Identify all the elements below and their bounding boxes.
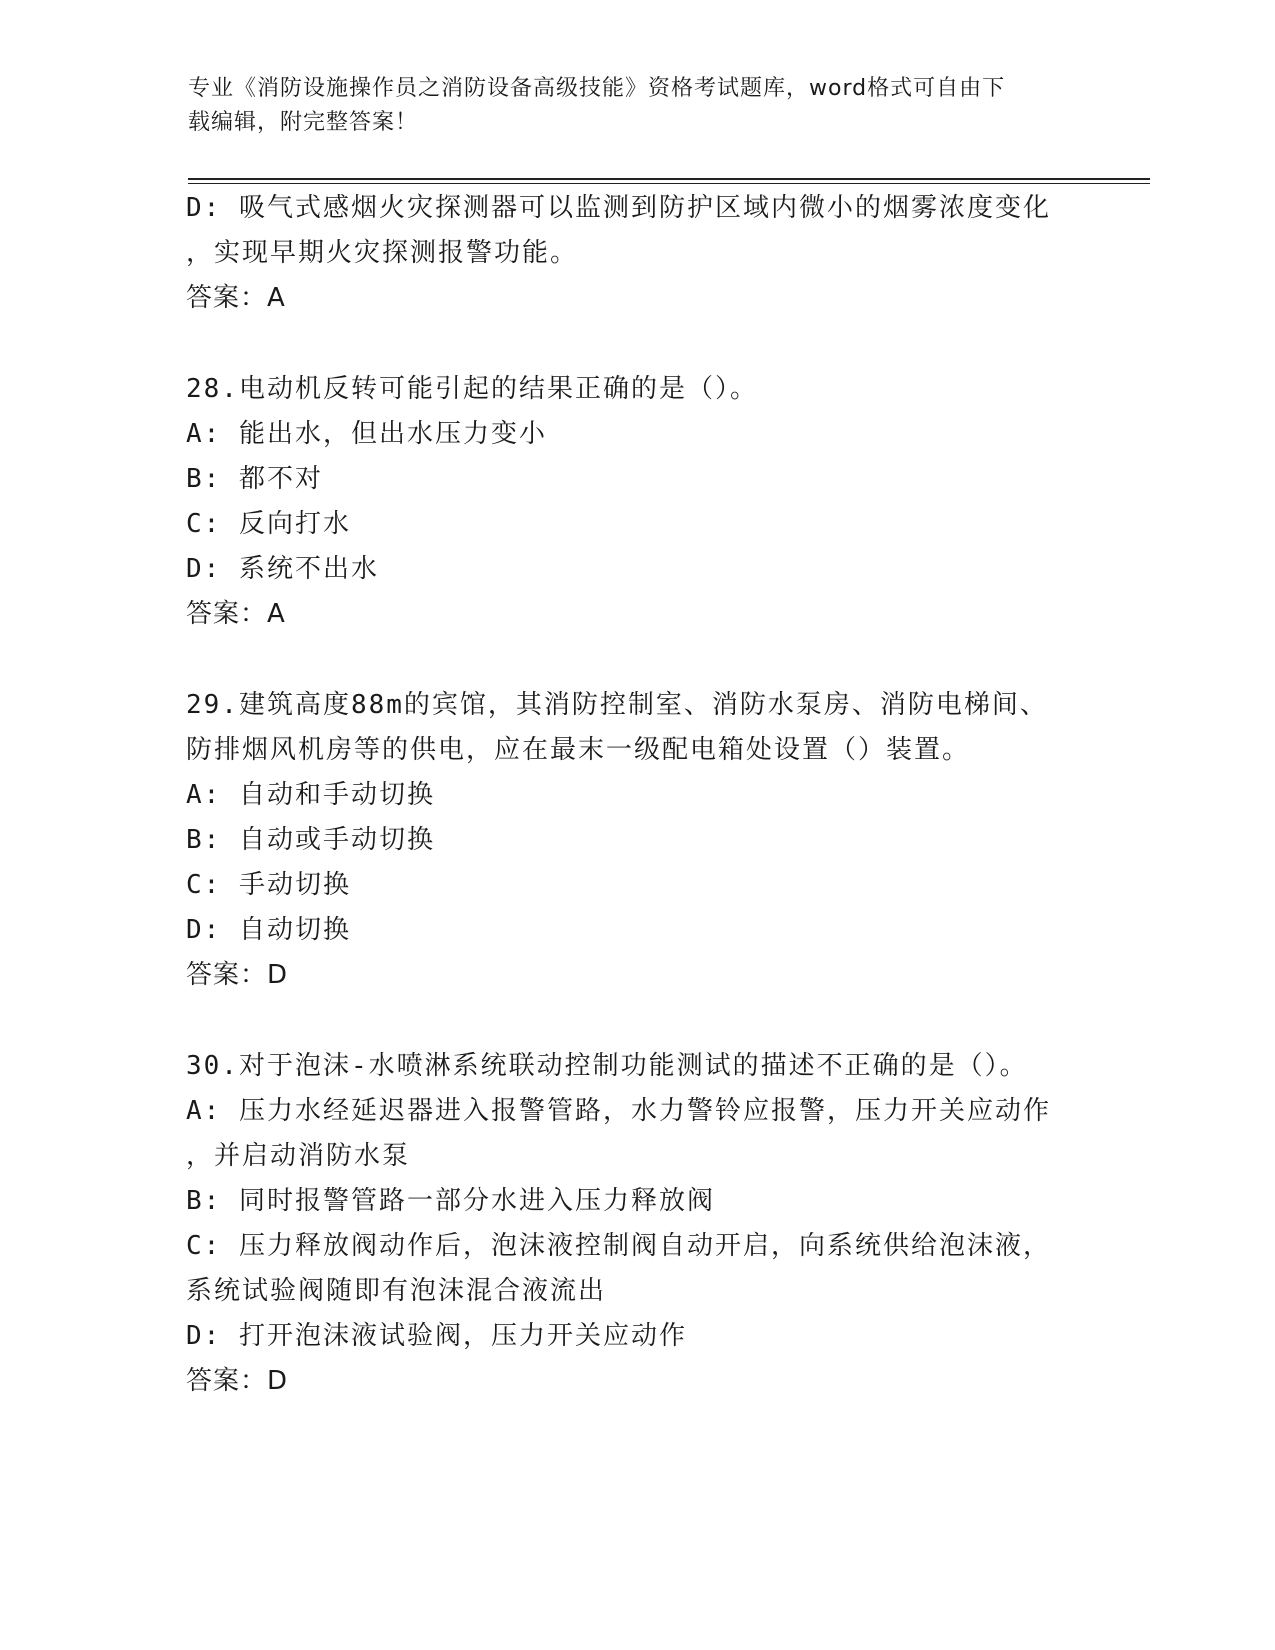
spacer [186, 637, 1086, 683]
answer-line: 答案：A [186, 599, 286, 629]
option-d: D: 打开泡沫液试验阀，压力开关应动作 [186, 1321, 687, 1351]
header-rule-thin [188, 183, 1150, 184]
header-line-1: 专业《消防设施操作员之消防设备高级技能》资格考试题库，word格式可自由下 [188, 76, 1006, 101]
option-d-line: D: 吸气式感烟火灾探测器可以监测到防护区域内微小的烟雾浓度变化 [186, 193, 1051, 223]
question-stem: 30.对于泡沫-水喷淋系统联动控制功能测试的描述不正确的是（）。 [186, 1051, 1028, 1081]
question-29 [186, 683, 1086, 998]
spacer [186, 998, 1086, 1044]
question-stem: 29.建筑高度88m的宾馆，其消防控制室、消防水泵房、消防电梯间、 [186, 690, 1048, 720]
option-c-continued: 系统试验阀随即有泡沫混合液流出 [186, 1276, 607, 1306]
continued-question [186, 186, 1086, 321]
option-b: B: 自动或手动切换 [186, 825, 435, 855]
question-28 [186, 367, 1086, 637]
option-d-line: ，实现早期火灾探测报警功能。 [186, 238, 579, 268]
question-stem-continued: 防排烟风机房等的供电，应在最末一级配电箱处设置（）装置。 [186, 735, 971, 765]
option-d: D: 自动切换 [186, 915, 351, 945]
answer-line: 答案：D [186, 960, 289, 990]
option-b: B: 都不对 [186, 464, 323, 494]
option-a-continued: ，并启动消防水泵 [186, 1141, 411, 1171]
question-content [186, 186, 1086, 1404]
option-a: A: 自动和手动切换 [186, 780, 435, 810]
option-d: D: 系统不出水 [186, 554, 379, 584]
option-c: C: 手动切换 [186, 870, 351, 900]
spacer [186, 321, 1086, 367]
option-a: A: 压力水经延迟器进入报警管路，水力警铃应报警，压力开关应动作 [186, 1096, 1051, 1126]
option-b: B: 同时报警管路一部分水进入压力释放阀 [186, 1186, 715, 1216]
answer-line: 答案：A [186, 283, 286, 313]
header-rule-thick [188, 178, 1150, 180]
header-line-2: 载编辑，附完整答案！ [188, 110, 419, 135]
option-a: A: 能出水，但出水压力变小 [186, 419, 547, 449]
question-stem: 28.电动机反转可能引起的结果正确的是（）。 [186, 374, 758, 404]
answer-line: 答案：D [186, 1366, 289, 1396]
option-c: C: 压力释放阀动作后，泡沫液控制阀自动开启，向系统供给泡沫液， [186, 1231, 1051, 1261]
question-30 [186, 1044, 1086, 1404]
option-c: C: 反向打水 [186, 509, 351, 539]
page-header [188, 72, 1088, 140]
